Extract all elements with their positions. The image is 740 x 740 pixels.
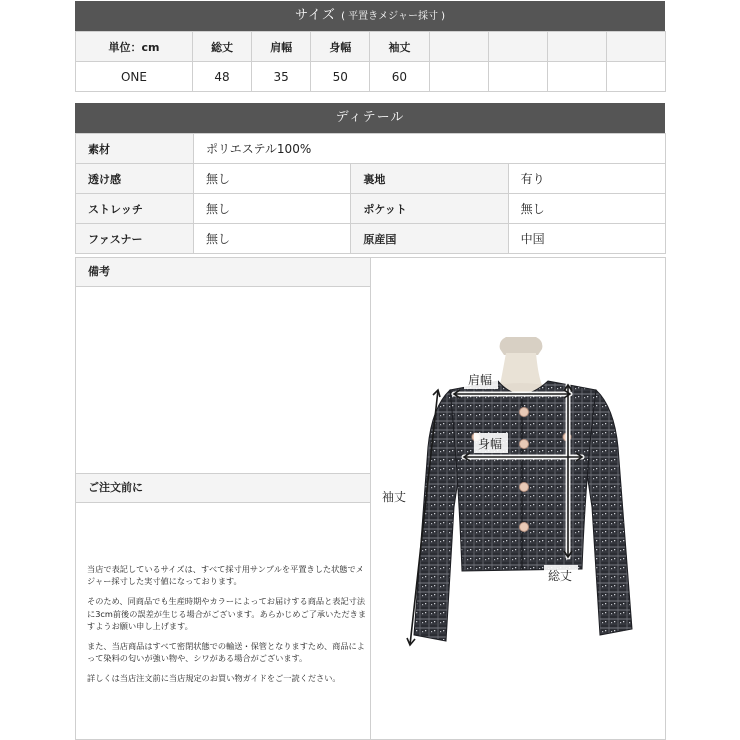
detail-value: 中国 (508, 224, 665, 254)
detail-label: ファスナー (76, 224, 194, 254)
size-section-title: サイズ (294, 8, 336, 23)
size-table (75, 31, 666, 92)
size-header-cell (488, 32, 547, 62)
detail-row (76, 164, 666, 194)
size-cell: ONE (76, 62, 193, 92)
size-cell: 35 (252, 62, 311, 92)
jacket-diagram (370, 257, 666, 740)
detail-row-material (76, 134, 666, 164)
size-header-cell: 単位：cm (76, 32, 193, 62)
note-paragraph: 当店で表記しているサイズは、すべて採寸用サンプルを平置きした状態でメジャー採寸した実寸値になっております。 (87, 564, 364, 587)
size-header-cell: 総丈 (193, 32, 252, 62)
detail-row (76, 194, 666, 224)
size-table-header-row (76, 32, 666, 62)
svg-text:総丈: 総丈 (548, 569, 573, 583)
detail-value: 有り (508, 164, 665, 194)
order-notes-text (87, 563, 367, 693)
detail-label: ストレッチ (76, 194, 194, 224)
size-cell: 48 (193, 62, 252, 92)
button-icon (520, 523, 529, 532)
size-header-cell: 袖丈 (370, 32, 429, 62)
detail-label: 裏地 (351, 164, 508, 194)
shoulder-label (464, 369, 498, 389)
detail-value: 無し (194, 224, 351, 254)
button-icon (520, 440, 529, 449)
detail-row (76, 224, 666, 254)
jacket-icon (414, 381, 632, 641)
detail-section-header (75, 103, 665, 133)
detail-label: ポケット (351, 194, 508, 224)
size-cell (429, 62, 488, 92)
size-section-subtitle: ( 平置きメジャー採寸 ) (341, 11, 446, 22)
detail-value: 無し (194, 194, 351, 224)
size-cell (488, 62, 547, 92)
detail-label: 透け感 (76, 164, 194, 194)
size-header-cell (429, 32, 488, 62)
length-label (544, 565, 578, 585)
svg-text:身幅: 身幅 (478, 437, 503, 451)
svg-text:肩幅: 肩幅 (468, 373, 493, 387)
size-section-header (75, 1, 665, 31)
size-cell: 50 (311, 62, 370, 92)
detail-value: 無し (508, 194, 665, 224)
size-cell (606, 62, 665, 92)
size-cell (547, 62, 606, 92)
sleeve-label: 袖丈 (382, 490, 407, 504)
detail-label: 原産国 (351, 224, 508, 254)
size-header-cell (606, 32, 665, 62)
button-icon (520, 483, 529, 492)
detail-table (75, 133, 666, 254)
size-table-row (76, 62, 666, 92)
material-label: 素材 (76, 134, 194, 164)
remarks-body (75, 286, 371, 474)
size-header-cell: 身幅 (311, 32, 370, 62)
chest-label (474, 433, 508, 453)
size-cell: 60 (370, 62, 429, 92)
order-notes-label: ご注文前に (75, 473, 371, 503)
detail-section-title: ディテール (335, 110, 405, 125)
material-value: ポリエステル100% (194, 134, 666, 164)
button-icon (520, 408, 529, 417)
remarks-label: 備考 (75, 257, 371, 287)
size-header-cell: 肩幅 (252, 32, 311, 62)
note-paragraph: また、当店商品はすべて密閉状態での輸送・保管となりますため、商品によって染料の匂いが強い物や、シワがある場合がございます。 (87, 641, 365, 664)
size-header-cell (547, 32, 606, 62)
note-paragraph: 詳しくは当店注文前に当店規定のお買い物ガイドをご一読ください。 (87, 673, 341, 684)
detail-value: 無し (194, 164, 351, 194)
note-paragraph: そのため、同商品でも生産時期やカラーによってお届けする商品と表記寸法に3cm前後の誤差が生じる場合がございます。あらかじめご了承いただきますようお願い申し上げます。 (87, 596, 367, 631)
